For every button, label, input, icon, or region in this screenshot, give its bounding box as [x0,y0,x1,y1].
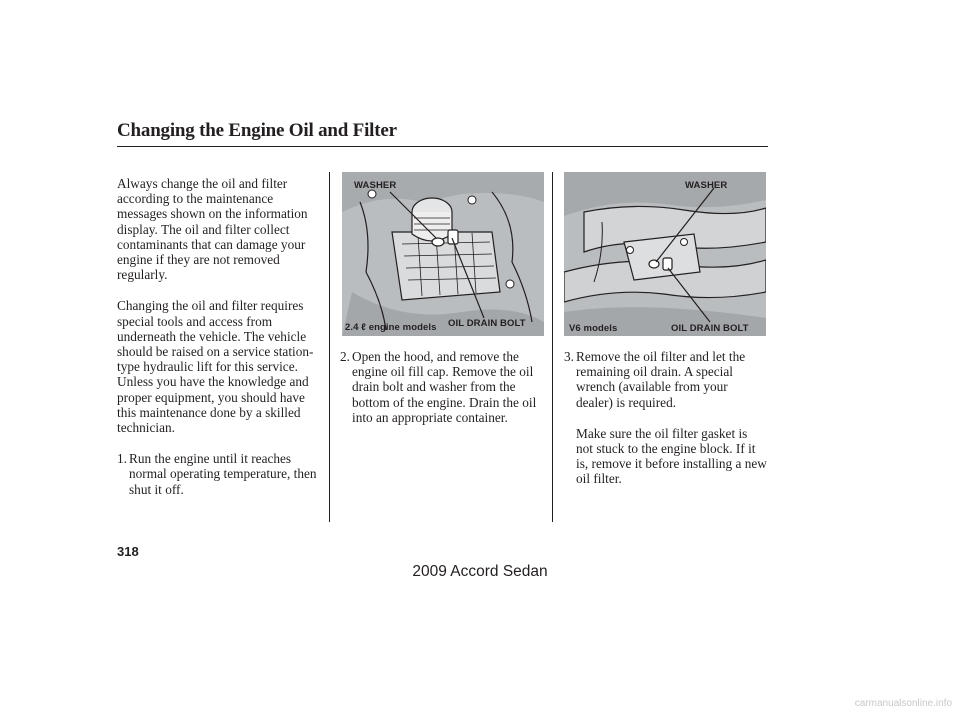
step-1-text: Run the engine until it reaches normal operating temperature, then shut it off. [129,451,317,497]
step-2-text: Open the hood, and remove the engine oil fill cap. Remove the oil drain bolt and washer from the bottom of the engine. Drain the oil into an appropriate container. [352,349,537,425]
engine-underside-illustration-1 [342,172,544,336]
column-1 [117,176,322,497]
intro-paragraph-1: Always change the oil and filter according to the maintenance messages shown on the information display. The oil and filter collect contaminants that can damage your engine if they are not removed regularly. [117,176,308,283]
figure-2-washer-label: WASHER [685,180,728,191]
step-1 [117,451,322,497]
step-3-text: Remove the oil filter and let the remaining oil drain. A special wrench (available from your dealer) is required. [576,349,746,410]
figure-24l-engine [342,172,544,336]
step-1-number: 1. [117,451,127,467]
intro-paragraph-2: Changing the oil and filter requires special tools and access from underneath the vehicle. The vehicle should be raised on a service station-type hydraulic lift for this service. Unless you have the knowledge and proper equipment, you should have this maintenance done by a skilled technician. [117,298,314,436]
title-rule [117,146,768,147]
column-3 [564,349,767,487]
figure-2-bolt-label: OIL DRAIN BOLT [671,323,749,334]
column-divider-left [329,172,330,522]
figure-1-model-label: 2.4 ℓ engine models [345,322,437,333]
step-2-number: 2. [340,349,350,364]
watermark: carmanualsonline.info [854,698,952,709]
step-3 [564,349,767,410]
step-3-number: 3. [564,349,574,364]
step-3-note: Make sure the oil filter gasket is not stuck to the engine block. If it is, remove it before installing a new oil filter. [576,425,767,487]
figure-1-bolt-label: OIL DRAIN BOLT [448,318,526,329]
figure-2-model-label: V6 models [569,323,618,334]
figure-v6-engine [564,172,766,336]
column-divider-right [552,172,553,522]
column-2 [340,349,545,425]
step-2 [340,349,545,425]
engine-underside-illustration-2 [564,172,766,336]
footer-model-name: 2009 Accord Sedan [412,563,548,580]
page-title: Changing the Engine Oil and Filter [117,120,397,141]
page-number: 318 [117,544,139,559]
figure-1-washer-label: WASHER [354,180,397,191]
